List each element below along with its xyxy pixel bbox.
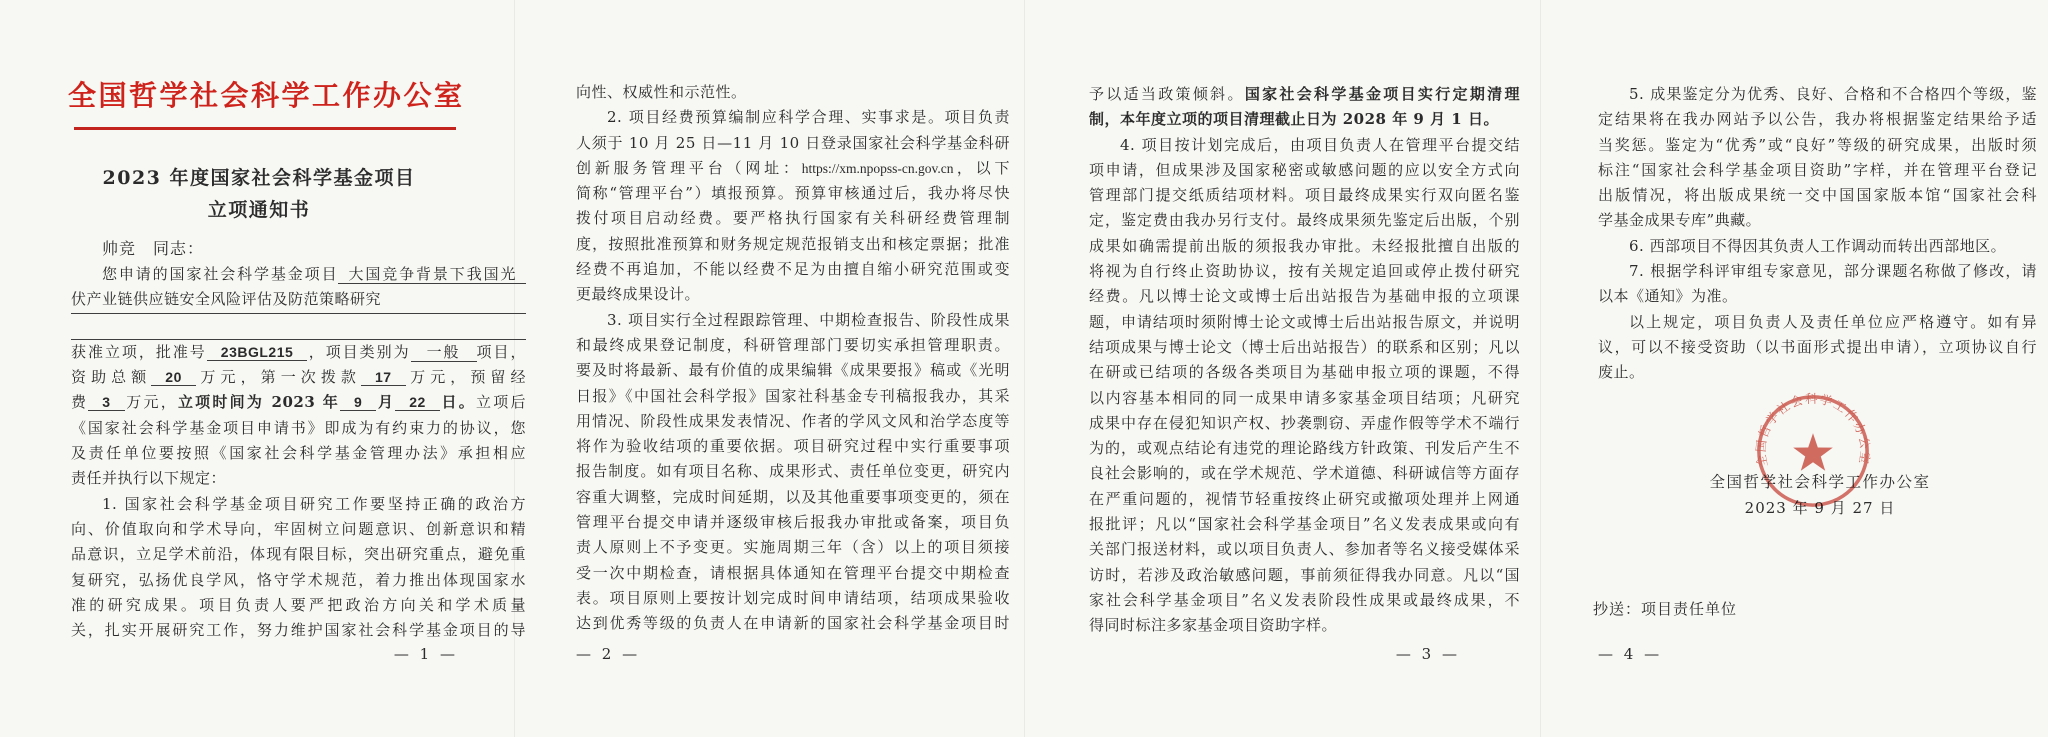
notice-page-3 [1086,0,1522,737]
text-line [576,206,1010,231]
text-segment: 3 [88,394,124,411]
text-segment: 要及时将最新、最有价值的成果编辑《成果要报》稿或《光明 [576,361,1010,380]
text-segment: 予以适当政策倾斜。 [1089,85,1245,103]
text-segment: 项目， [476,342,526,361]
text-segment: 向性、权威性和示范性。 [576,83,747,101]
text-line [576,485,1010,510]
text-segment: 2. 项目经费预算编制应科学合理、实事求是。项目负责 [607,108,1010,127]
notice-page-2 [570,0,1012,737]
text-segment: 项申请，但成果涉及国家秘密或敏感问题的应以安全方式向 [1089,160,1520,179]
text-segment: 23BGL215 [207,344,307,361]
text-line [1089,588,1520,613]
text-line [576,308,1010,333]
page-number: — 2 — [576,645,641,663]
text-segment: 7. 根据学科评审组专家意见，部分课题名称做了修改，请 [1629,262,2037,281]
text-line [1089,487,1520,512]
text-line [1598,259,2037,284]
text-line [1598,335,2037,360]
text-segment: 《国家社会科学基金项目申请书》即成为有约束力的协议，您 [71,418,526,437]
text-line [1598,208,2037,233]
official-seal-stamp [1754,392,1872,510]
notice-page-1 [58,0,530,737]
text-segment: 制，本年度立项的项目清理截止日为 2028 年 9 月 1 日。 [1089,110,1499,129]
text-segment: 万元， [124,393,178,412]
text-line [1089,411,1520,436]
text-segment: 和最终成果登记制度，科研管理部门要切实承担管理职责。 [576,335,1010,354]
text-segment: 22 [395,394,440,411]
text-line [1089,234,1520,259]
text-segment: 5. 成果鉴定分为优秀、良好、合格和不合格四个等级，鉴 [1629,85,2037,103]
text-segment: 表。项目原则上要按计划完成时间申请结项，结项成果验收 [576,588,1010,607]
notice-page-4 [1590,0,2042,737]
text-segment: 创新服务管理平台（网址： [576,158,802,177]
text-segment: 将视为自行终止资助协议，按有关规定追回或停止拨付研究 [1089,262,1520,281]
text-line [1089,133,1520,158]
text-segment: 用情况、阶段性成果发表情况、作者的学风文风和治学态度等 [576,411,1010,430]
text-segment: 受一次中期检查，请根据具体通知在管理平台提交中期检查 [576,563,1010,582]
text-segment: 标注“国家社会科学基金项目资助”字样，并在管理平台登记 [1598,160,2037,179]
page-body [71,262,526,643]
text-line [1598,183,2037,208]
text-line [71,517,526,542]
text-segment: 万元，第一次拨款 [195,368,361,387]
text-line [1089,563,1520,588]
text-line [576,510,1010,535]
text-line [1598,158,2037,183]
text-line [1598,82,2037,107]
text-line [576,586,1010,611]
text-line [576,232,1010,257]
document-title-line1: 2023 年度国家社会科学基金项目 [102,167,416,189]
text-segment: 容重大调整，完成时间延期，以及其他重要事项变更的，须在 [576,487,1010,506]
text-segment: 拨付项目启动经费。要严格执行国家有关科研经费管理制 [576,209,1010,228]
text-segment: 达到优秀等级的负责人在申请新的国家社会科学基金项目时 [576,614,1010,633]
text-line [71,618,526,643]
text-line [1089,512,1520,537]
text-segment: 访时，若涉及政治敏感问题，事前须征得我办同意。凡以“国 [1089,565,1520,584]
text-line [576,333,1010,358]
text-segment: 6. 西部项目不得因其负责人工作调动而转出西部地区。 [1629,236,2007,255]
text-segment: 经费不再追加，不能以经费不足为由擅自缩小研究范围或变 [576,260,1010,279]
text-segment: 管理平台提交申请并逐级审核后报我办审批或备案，项目负 [576,513,1010,532]
text-segment: 4. 项目按计划完成后，由项目负责人在管理平台提交结 [1120,135,1520,154]
text-segment: 良社会影响的，或在学术规范、学术道德、科研诚信等方面存 [1089,464,1520,483]
text-segment: 家社会科学基金项目”名义发表阶段性成果或最终成果，不 [1089,590,1520,609]
text-line [576,80,1010,105]
text-line [71,492,526,517]
text-segment: 以本《通知》为准。 [1598,287,1738,306]
text-line [71,262,526,287]
text-line [1089,613,1520,638]
text-segment: 3. 项目实行全过程跟踪管理、中期检查报告、阶段性成果 [607,310,1010,329]
page-seam [1540,0,1541,737]
page-body [1089,82,1520,639]
text-segment: 以上规定，项目负责人及责任单位应严格遵守。如有异 [1629,312,2037,331]
text-segment: 立项后 [476,393,526,412]
text-line [1089,360,1520,385]
text-segment: 将作为验收结项的重要依据。项目研究过程中实行重要事项 [576,437,1010,456]
letterhead: 全国哲学社会科学工作办公室 [68,79,465,112]
text-segment: 题，申请结项时须附博士论文或博士后出站报告原文，并说明 [1089,312,1520,331]
text-line [1598,107,2037,132]
text-segment: 国家社会科学基金项目实行定期清理 [1244,85,1520,103]
text-segment: 学基金成果专库”典藏。 [1598,211,1762,230]
page-number: — 1 — [393,645,458,663]
text-segment: 您申请的国家社会科学基金项目 [102,265,339,283]
text-line [576,131,1010,156]
text-segment: 大国竞争背景下我国光 [338,265,526,284]
issue-date: 2023 年 9 月 27 日 [1744,499,1896,517]
text-line [1089,461,1520,486]
text-line [1089,335,1520,360]
text-line [1598,360,2037,385]
stamp-arc-text: 全国哲学社会科学工作办公室 [1754,392,1872,469]
text-segment: 得同时标注多家基金项目资助字样。 [1089,616,1338,635]
text-line [1598,284,2037,309]
text-segment: 为的，或观点结论有违党的理论路线方针政策、刊发后产生不 [1089,439,1520,458]
text-segment: 成果如确需提前出版的须报我办审批。未经报批擅自出版的 [1089,236,1520,255]
text-segment: 在严重问题的，视情节轻重按终止研究或撤项处理并上网通 [1089,489,1520,508]
text-line [576,561,1010,586]
text-line [1598,234,2037,259]
text-line [1089,183,1520,208]
text-line [576,181,1010,206]
text-segment: https://xm.npopss-cn.gov.cn [801,160,954,176]
text-segment: 月 [376,393,396,412]
cc-line: 抄送：项目责任单位 [1593,600,1738,618]
text-segment: 更最终成果设计。 [576,285,701,304]
text-line [576,282,1010,307]
text-line [71,568,526,593]
text-segment: 品意识，立足学术前沿，体现有限目标，突出研究重点，避免重 [71,545,526,564]
text-line [71,466,526,491]
text-segment: 1. 国家社会科学基金项目研究工作要坚持正确的政治方 [102,494,526,513]
text-line [71,542,526,567]
text-line [1089,436,1520,461]
text-line [1089,259,1520,284]
text-segment: 一般 [411,343,477,362]
text-segment: 定，鉴定费由我办另行支付。最终成果须先鉴定后出版，个别 [1089,211,1520,230]
text-line [576,535,1010,560]
text-segment: 复研究，弘扬优良学风，恪守学术规范，着力推出体现国家水 [71,570,526,589]
text-segment: 伏产业链供应链安全风险评估及防范策略研究 [71,290,382,309]
text-line [576,384,1010,409]
text-segment: 资助总额 [71,368,152,387]
text-segment: 万元，预留经 [405,368,526,387]
issuing-office-signature: 全国哲学社会科学工作办公室 [1709,473,1931,491]
text-segment: 定结果将在我办网站予以公告，我办将根据鉴定结果给予适 [1598,110,2037,129]
text-line [71,390,526,415]
text-line [1089,537,1520,562]
text-segment: 在研或已结项的各级各类项目为基础申报立项的课题，不得 [1089,363,1520,382]
text-line [576,409,1010,434]
text-line [1598,133,2037,158]
text-segment: 人须于 10 月 25 日—11 月 10 日登录国家社会科学基金科研 [576,133,1010,152]
text-line [576,434,1010,459]
text-segment: 20 [151,369,196,386]
document-title-line2: 立项通知书 [207,199,311,221]
salutation: 帅竞 同志： [102,239,205,258]
text-line [1089,107,1520,132]
text-segment: 责人原则上不予变更。实施周期三年（含）以上的项目须接 [576,538,1010,557]
page-body [576,80,1010,637]
text-line [71,340,526,365]
text-line [71,365,526,390]
text-segment: 日。 [439,393,476,412]
text-segment: 经费。凡以博士论文或博士后出站报告为基础申报的立项课 [1089,287,1520,306]
text-segment: 日报》《中国社会科学报》国家社科基金专刊稿报我办，其采 [576,386,1010,405]
star-icon [1793,433,1833,470]
text-segment: ，项目类别为 [307,342,411,361]
text-segment: 报告制度。如有项目名称、成果形式、责任单位变更，研究内 [576,462,1010,481]
text-line [576,156,1010,181]
text-segment: 管理部门提交纸质结项材料。项目最终成果实行双向匿名鉴 [1089,186,1520,205]
text-line [576,257,1010,282]
letterhead-rule [74,127,456,130]
text-segment: 9 [340,394,376,411]
text-line [71,593,526,618]
text-line [1089,386,1520,411]
text-line [1089,310,1520,335]
text-segment: 以内容基本相同的同一成果申请多家基金项目结项；凡研究 [1089,388,1520,407]
text-segment: 立项时间为 2023 年 [177,393,340,412]
text-segment: 废止。 [1598,363,1645,382]
text-segment: ，以下 [953,158,1010,177]
text-segment: 成果中存在侵犯知识产权、抄袭剽窃、弄虚作假等学术不端行 [1089,413,1520,432]
text-segment: 获准立项，批准号 [71,342,207,361]
text-segment: 报批评；凡以“国家社会科学基金项目”名义发表成果或向有 [1089,515,1520,534]
text-line [1089,284,1520,309]
text-line [1089,82,1520,107]
text-segment: 简称“管理平台”）填报预算。预算审核通过后，我办将尽快 [576,184,1010,203]
text-segment: 当奖惩。鉴定为“优秀”或“良好”等级的研究成果，出版时须 [1598,135,2037,154]
text-segment: 出版情况，将出版成果统一交中国国家版本馆“国家社会科 [1598,186,2037,205]
text-line [71,287,526,313]
text-segment: 费 [71,393,89,412]
text-segment: 度，按照批准预算和财务规定规范报销支出和核定票据；批准 [576,234,1010,253]
text-line [1598,310,2037,335]
text-segment: 向、价值取向和学术导向，牢固树立问题意识、创新意识和精 [71,519,526,538]
text-line [576,358,1010,383]
text-segment: 关，扎实开展研究工作，努力维护国家社会科学基金项目的导 [71,621,526,640]
text-segment: 责任并执行以下规定： [71,469,227,488]
text-segment: 结项成果与博士论文（博士后出站报告）的联系和区别；凡以 [1089,337,1520,356]
text-line [1089,158,1520,183]
page-number: — 4 — [1598,645,1663,663]
text-segment: 准的研究成果。项目负责人要严把政治方向关和学术质量 [71,595,526,614]
text-segment: 关部门报送材料，或以项目负责人、参加者等名义接受媒体采 [1089,540,1520,559]
text-line [576,105,1010,130]
text-line [576,459,1010,484]
text-segment: 及责任单位要按照《国家社会科学基金管理办法》承担相应 [71,444,526,463]
text-line [1089,208,1520,233]
page-number: — 3 — [1395,645,1460,663]
text-line [71,416,526,441]
text-line [71,441,526,466]
page-body [1598,82,2037,386]
text-segment: 议，可以不接受资助（以书面形式提出申请），立项协议自行 [1598,337,2037,356]
text-line [71,314,526,340]
text-segment: 17 [361,369,406,386]
page-seam [1024,0,1025,737]
text-line [576,611,1010,636]
